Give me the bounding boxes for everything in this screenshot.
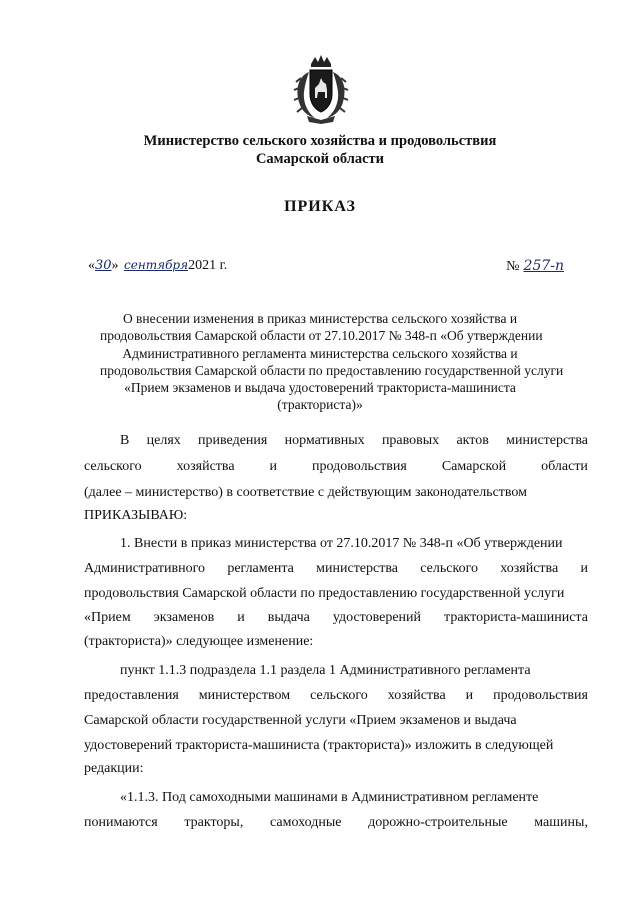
word: и (465, 688, 474, 703)
word: правовых (381, 433, 440, 448)
word: В (120, 433, 130, 448)
subject-line: Административного регламента министерства сельского хозяйства и (122, 345, 518, 361)
word: продовольствия (312, 459, 407, 474)
word: регламента (227, 561, 294, 576)
samara-coat-of-arms-icon (293, 54, 349, 124)
body-line: редакции: (84, 761, 144, 776)
subject-line: (тракториста)» (277, 397, 363, 413)
body-line (84, 610, 588, 626)
subject-line: О внесении изменения в приказ министерства сельского хозяйства и (122, 311, 518, 326)
word: понимаются (84, 815, 158, 830)
word: хозяйства (500, 561, 559, 576)
word: целях (146, 433, 181, 448)
date-day-handwritten: 30 (95, 258, 112, 273)
word: тракториста-машиниста (444, 610, 588, 625)
body-line: (тракториста)» следующее изменение: (84, 634, 314, 649)
word: министерства (506, 433, 588, 448)
body-line (84, 688, 588, 704)
body-line: «1.1.3. Под самоходными машинами в Административном регламенте (120, 790, 539, 805)
body-line (84, 561, 588, 577)
body-line: Самарской области государственной услуги «Прием экзаменов и выдача (84, 713, 517, 728)
body-line (120, 433, 588, 449)
word: «Прием (84, 610, 131, 625)
body-line: удостоверений тракториста-машиниста (тракториста)» изложить в следующей (84, 738, 554, 753)
word: и (269, 459, 278, 474)
ministry-name-line2: Самарской области (255, 151, 385, 167)
word: области (541, 459, 588, 474)
word: актов (456, 433, 489, 448)
order-subject (100, 310, 564, 414)
word: выдача (267, 610, 310, 625)
date-close-quote: » (111, 258, 119, 273)
word: Административного (84, 561, 206, 576)
word: машины, (534, 815, 588, 830)
word: и (580, 561, 588, 576)
date-month-handwritten: сентября (124, 258, 189, 272)
word: самоходные (270, 815, 342, 830)
body-line (84, 815, 588, 831)
body-line: 1. Внести в приказ министерства от 27.10.2017 № 348-п «Об утверждении (120, 536, 563, 551)
word: предоставления (84, 688, 179, 703)
body-line: (далее – министерство) в соответствие с действующим законодательством (84, 485, 528, 500)
word: нормативных (284, 433, 365, 448)
word: сельского (310, 688, 368, 703)
word: Самарской (441, 459, 507, 474)
date-year: 2021 г. (188, 258, 228, 273)
word: хозяйства (387, 688, 446, 703)
word: приведения (198, 433, 268, 448)
word: хозяйства (176, 459, 235, 474)
word: министерством (198, 688, 291, 703)
document-number (506, 258, 564, 275)
word: сельского (84, 459, 142, 474)
word: удостоверений (332, 610, 422, 625)
document-date (88, 258, 227, 274)
word: экзаменов (153, 610, 215, 625)
word: министерства (316, 561, 398, 576)
subject-line: «Прием экзаменов и выдача удостоверений тракториста-машиниста (124, 380, 516, 396)
body-line: ПРИКАЗЫВАЮ: (84, 508, 188, 523)
ministry-name-line1: Министерство сельского хозяйства и продовольствия (143, 133, 497, 149)
subject-line: продовольствия Самарской области по предоставлению государственной услуги (100, 362, 564, 378)
date-open-quote: « (88, 258, 95, 273)
word: и (237, 610, 245, 625)
body-line: пункт 1.1.3 подраздела 1.1 раздела 1 Административного регламента (120, 663, 531, 678)
number-label: № (506, 259, 520, 274)
body-line (84, 459, 588, 475)
word: сельского (420, 561, 478, 576)
word: тракторы, (184, 815, 244, 830)
document-type-title: ПРИКАЗ (284, 198, 356, 215)
word: дорожно-строительные (368, 815, 508, 830)
subject-line: продовольствия Самарской области от 27.10.2017 № 348-п «Об утверждении (100, 328, 543, 344)
number-handwritten: 257-п (523, 258, 564, 274)
body-line: продовольствия Самарской области по предоставлению государственной услуги (84, 586, 565, 601)
word: продовольствия (493, 688, 588, 703)
